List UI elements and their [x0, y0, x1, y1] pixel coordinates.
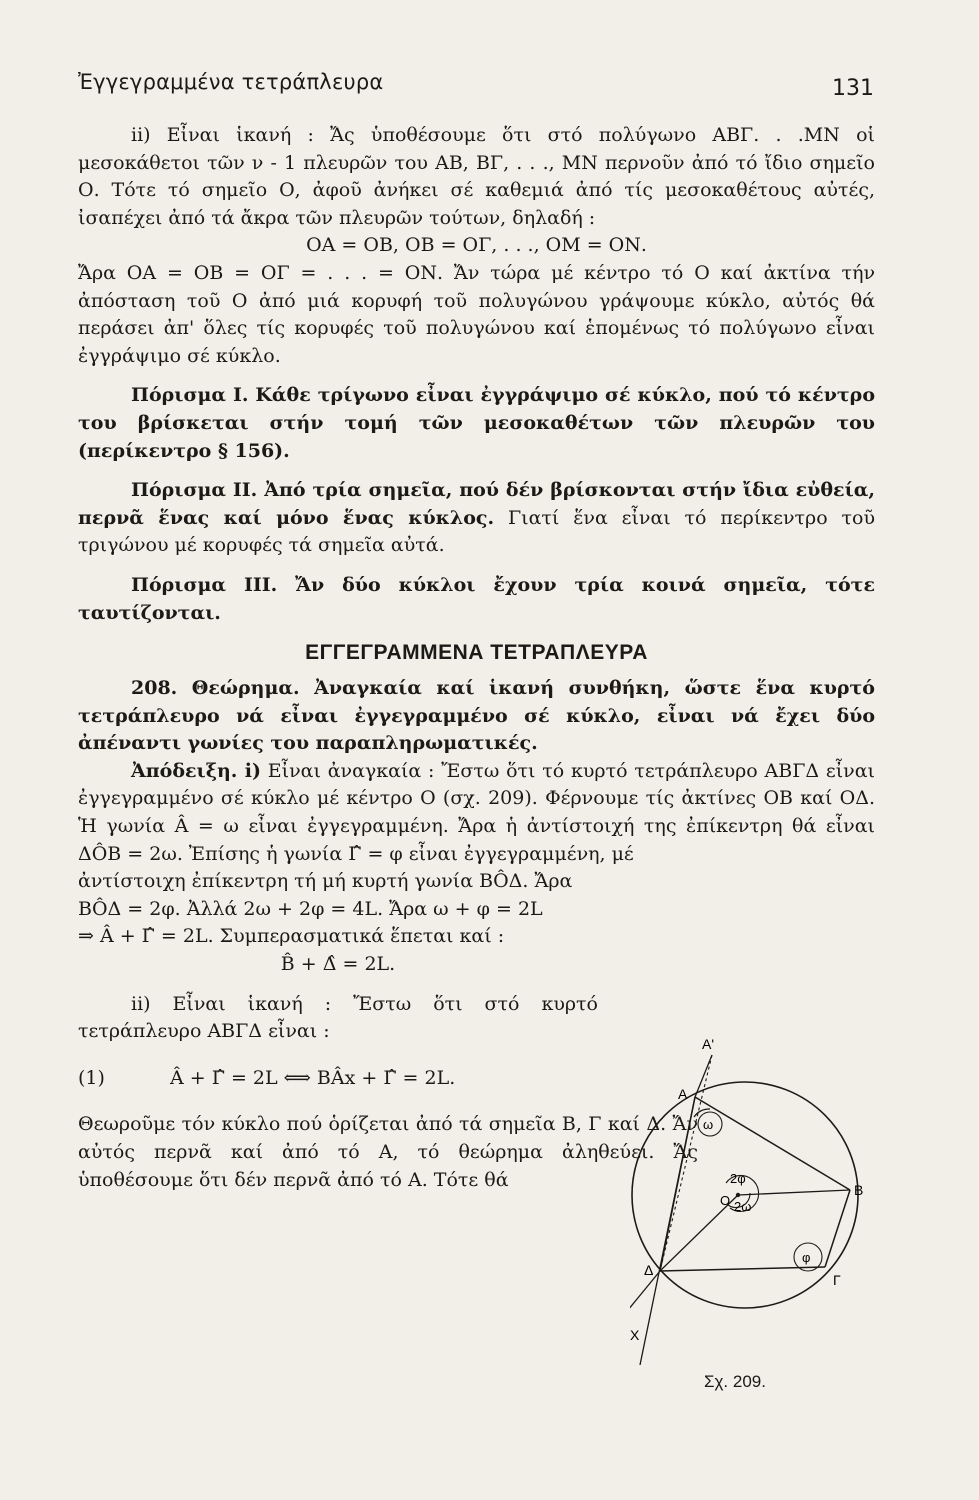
section-heading: ΕΓΓΕΓΡΑΜΜΕΝΑ ΤΕΤΡΑΠΛΕΥΡΑ: [305, 641, 648, 665]
proof-line-reflex-angle: ἀντίστοιχη ἐπίκεντρη τή μή κυρτή γωνία ΒÔΔ. Ἄρα: [78, 870, 573, 893]
running-header-title: Ἐγγεγραμμένα τετράπλευρα: [78, 70, 384, 94]
proof-sufficiency: ii) Εἶναι ἱκανή : Ἔστω ὅτι στό κυρτό τετράπλευρο ΑΒΓΔ εἶναι :: [78, 992, 598, 1043]
label-b: Β: [854, 1182, 864, 1198]
proof-necessity-text: Εἶναι ἀναγκαία : Ἔστω ὅτι τό κυρτό τετράπλευρο ΑΒΓΔ εἶναι ἐγγεγραμμένο σέ κύκλο μέ κέντρο Ο (σχ. 209). Φέρνουμε τίς ἀκτίνες ΟΒ καί ΟΔ. Ἡ γωνία Â = ω εἶναι ἐγγεγραμμένη. Ἄρα ἡ ἀντίστοιχή της ἐπίκεντρη θά εἶναι ΔÔΒ = 2ω. Ἐπίσης ἡ γωνία Γ̂ = φ εἶναι ἐγγεγραμμένη, μέ: [78, 759, 875, 865]
center-point: [736, 1193, 740, 1197]
label-two-omega: 2ω: [734, 1199, 752, 1214]
proof-necessity: [78, 758, 875, 868]
corollary-1: Πόρισμα Ι. Κάθε τρίγωνο εἶναι ἐγγράψιμο σέ κύκλο, πού τό κέντρο του βρίσκεται στήν τομή τῶν μεσοκαθέτων τῶν πλευρῶν του (περίκεντρο § 156).: [78, 384, 875, 462]
corollary-2-proof: Γιατί ἕνα εἶναι τό περίκεντρο τοῦ τριγώνου μέ κορυφές τά σημεῖα αὐτά.: [78, 506, 875, 557]
corollary-2-statement: Πόρισμα ΙΙ. Ἀπό τρία σημεῖα, πού δέν βρίσκονται στήν ἴδια εὐθεία, περνᾶ ἕνας καί μόνο ἕνας κύκλος.: [78, 479, 875, 529]
cyclic-quadrilateral-diagram: [630, 1035, 880, 1365]
label-d: Δ: [644, 1262, 654, 1278]
label-g: Γ: [833, 1272, 841, 1288]
proof-label: Ἀπόδειξη. i): [131, 759, 261, 782]
label-x: Χ: [630, 1327, 640, 1343]
label-a-prime: Α': [702, 1036, 715, 1052]
label-phi: φ: [802, 1250, 811, 1265]
equation-equal-radii: ΟΑ = ΟΒ, ΟΒ = ΟΓ, . . ., ΟΜ = ΟΝ.: [306, 234, 647, 257]
proof-line-implication: ⇒ Â + Γ̂ = 2L. Συμπερασματικά ἕπεται καί :: [78, 925, 505, 948]
proof-circle-bgd: Θεωροῦμε τόν κύκλο πού ὁρίζεται ἀπό τά σημεῖα Β, Γ καί Δ. Ἄν αὐτός περνᾶ καί ἀπό τό Α, τό θεώρημα ἀληθεύει. Ἄς ὑποθέσουμε ὅτι δέν περνᾶ ἀπό τό Α. Τότε θά: [78, 1113, 698, 1191]
radius-ob: [738, 1190, 850, 1195]
paragraph-sufficiency: ii) Εἶναι ἱκανή : Ἄς ὑποθέσουμε ὅτι στό πολύγωνο ΑΒΓ. . .ΜΝ οἱ μεσοκάθετοι τῶν ν - 1 πλευρῶν του ΑΒ, ΒΓ, . . ., ΜΝ περνοῦν ἀπό τό ἴδιο σημεῖο Ο. Τότε τό σημεῖο Ο, ἀφοῦ ἀνήκει σέ καθεμιά ἀπό τίς μεσοκαθέτους αὐτές, ἰσαπέχει ἀπό τά ἄκρα τῶν πλευρῶν τούτων, δηλαδή :: [78, 124, 875, 229]
corollary-3: Πόρισμα ΙΙΙ. Ἄν δύο κύκλοι ἔχουν τρία κοινά σημεῖα, τότε ταυτίζονται.: [78, 573, 875, 624]
page-number: 131: [832, 76, 874, 101]
figure-209: [630, 1035, 880, 1365]
corollary-2: [78, 477, 875, 560]
proof-line-sum: ΒÔΔ = 2φ. Ἀλλά 2ω + 2φ = 4L. Ἄρα ω + φ = 2L: [78, 897, 543, 920]
side-bg: [825, 1190, 850, 1267]
label-omega: ω: [703, 1117, 714, 1132]
label-o: Ο: [720, 1193, 731, 1208]
label-a: Α: [678, 1086, 688, 1102]
label-two-phi: 2φ: [730, 1171, 746, 1186]
equation-b-d: B̂ + Δ̂ = 2L.: [280, 953, 396, 976]
figure-caption: Σχ. 209.: [704, 1372, 766, 1391]
side-ab: [695, 1097, 850, 1190]
equation-1-tag: (1): [78, 1066, 105, 1089]
paragraph-conclusion: Ἄρα ΟΑ = ΟΒ = ΟΓ = . . . = ΟΝ. Ἄν τώρα μέ κέντρο τό Ο καί ἀκτίνα τήν ἀπόσταση τοῦ Ο ἀπό μιά κορυφή τοῦ πολυγώνου γράψουμε κύκλο, αὐτός θά περάσει ἀπ' ὅλες τίς κορυφές τοῦ πολυγώνου καί ἑπομένως τό πολύγωνο εἶναι ἐγγράψιμο σέ κύκλο.: [78, 261, 875, 367]
page-body: [78, 122, 875, 1194]
equation-1-body: Â + Γ̂ = 2L ⟺ ΒÂx + Γ̂ = 2L.: [170, 1066, 456, 1089]
theorem-208: 208. Θεώρημα. Ἀναγκαία καί ἱκανή συνθήκη, ὥστε ἕνα κυρτό τετράπλευρο νά εἶναι ἐγγεγραμμένο σέ κύκλο, εἶναι νά ἔχει δύο ἀπέναντι γωνίες του παραπληρωματικές.: [78, 677, 875, 755]
